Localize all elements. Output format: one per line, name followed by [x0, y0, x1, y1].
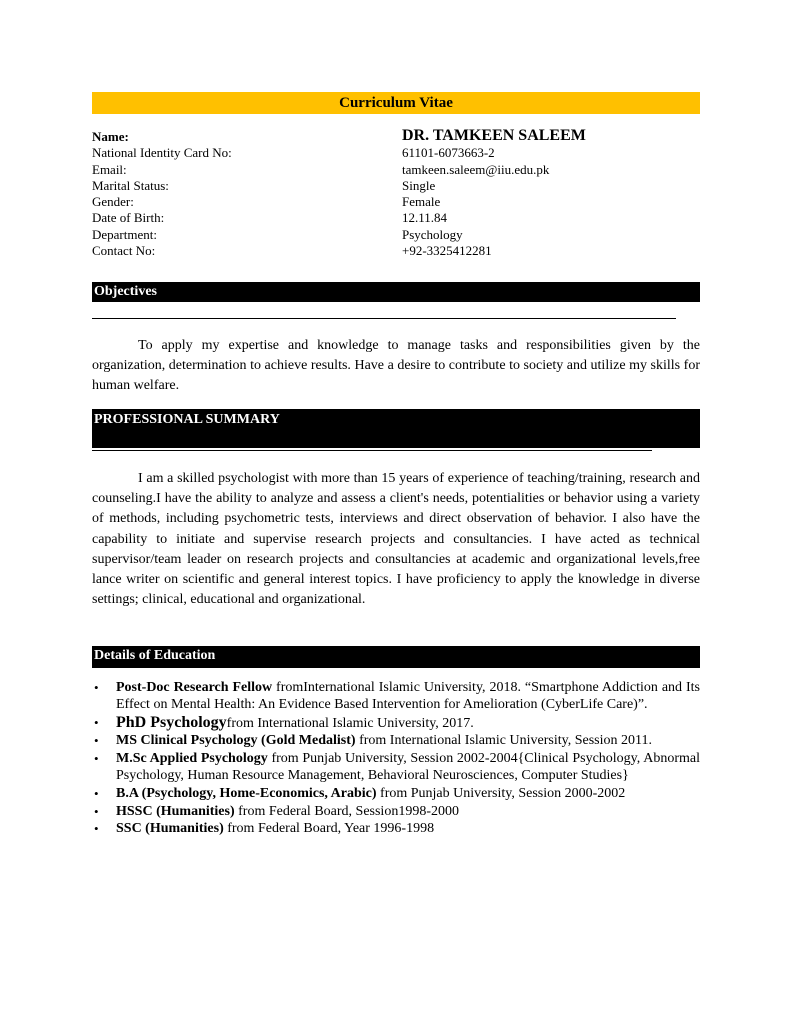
info-row-marital-status	[92, 178, 700, 194]
list-item	[92, 751, 700, 785]
list-item	[92, 715, 700, 733]
bullet-icon: •	[94, 803, 99, 819]
degree-details: fromInternational Islamic University, 2018. “Smartphone Addiction and Its Effect on Mental Health: An Evidence Based Intervention for Amelioration (CyberLife Care)”.	[116, 680, 700, 712]
info-value: DR. TAMKEEN SALEEM	[402, 127, 586, 144]
section-heading-education	[92, 646, 700, 668]
list-item	[92, 786, 700, 803]
degree-details: from Punjab University, Session 2002-2004{Clinical Psychology, Abnormal Psychology, Human Resource Management, Behavioral Neurosciences, Computer Studies}	[116, 751, 700, 783]
section-heading-text: Details of Education	[94, 648, 216, 663]
section-heading-objectives	[92, 282, 700, 302]
info-label: Name:	[92, 129, 129, 144]
info-label: Email:	[92, 161, 127, 177]
personal-info	[92, 129, 700, 259]
bullet-icon: •	[94, 751, 99, 767]
bullet-icon: •	[94, 785, 99, 801]
info-value: Female	[402, 194, 441, 210]
section-heading-text: Objectives	[94, 284, 157, 299]
info-row-name	[92, 129, 700, 145]
info-value: Psychology	[402, 226, 463, 242]
bullet-icon: •	[94, 714, 99, 730]
section-heading-summary	[92, 409, 700, 448]
degree-title: Post-Doc Research Fellow	[116, 680, 273, 695]
objectives-paragraph: To apply my expertise and knowledge to manage tasks and responsibilities given by the organization, determination to achieve results. Have a desire to contribute to society and utilize my skills for human welfare.	[92, 338, 700, 394]
summary-paragraph: I am a skilled psychologist with more than 15 years of experience of teaching/training, research and counseling.I have the ability to analyze and assess a client's needs, potentialities or behavior using a variety of methods, including psychometric tests, interviews and direct observation of behavior. I also have the capability to initiate and supervise research projects and consultancies. I have acted as technical supervisor/team leader on research projects and consultancies at academic and organizational levels,free lance writer on scientific and general interest topics. I have proficiency to apply the knowledge in diverse settings; clinical, educational and organizational.	[92, 471, 700, 608]
info-value: +92-3325412281	[402, 243, 492, 259]
section-heading-text: PROFESSIONAL SUMMARY	[94, 412, 280, 427]
degree-title: B.A (Psychology, Home-Economics, Arabic)	[116, 785, 377, 801]
info-value: 61101-6073663-2	[402, 145, 495, 161]
list-item	[92, 804, 700, 821]
bullet-icon: •	[94, 821, 99, 837]
info-label: Department:	[92, 226, 157, 242]
list-item	[92, 680, 700, 714]
list-item	[92, 821, 700, 838]
info-value: 12.11.84	[402, 210, 448, 226]
degree-title: MS Clinical Psychology (Gold Medalist)	[116, 733, 356, 749]
degree-details: from Federal Board, Session1998-2000	[234, 803, 459, 819]
education-list	[92, 680, 700, 839]
degree-title: HSSC (Humanities)	[116, 803, 235, 819]
divider	[92, 318, 676, 319]
divider	[92, 450, 652, 451]
info-row-department	[92, 227, 700, 243]
info-row-email	[92, 162, 700, 178]
info-label: Gender:	[92, 194, 134, 210]
degree-details: from Punjab University, Session 2000-2002	[376, 785, 626, 801]
degree-details: from International Islamic University, 2017.	[226, 715, 474, 731]
bullet-icon: •	[94, 680, 99, 695]
info-row-gender	[92, 194, 700, 210]
degree-title: SSC (Humanities)	[116, 821, 224, 837]
degree-title: PhD Psychology	[116, 713, 227, 731]
info-label: National Identity Card No:	[92, 145, 232, 161]
degree-details: from Federal Board, Year 1996-1998	[223, 821, 435, 837]
info-row-contact	[92, 243, 700, 259]
bullet-icon: •	[94, 733, 99, 749]
info-row-dob	[92, 210, 700, 226]
list-item	[92, 733, 700, 750]
info-value: Single	[402, 177, 436, 193]
info-value: tamkeen.saleem@iiu.edu.pk	[402, 161, 550, 177]
info-row-cnic	[92, 145, 700, 161]
degree-title: M.Sc Applied Psychology	[116, 751, 268, 767]
info-label: Contact No:	[92, 243, 156, 259]
info-label: Marital Status:	[92, 177, 169, 193]
degree-details: from International Islamic University, Session 2011.	[355, 733, 652, 749]
document-title: Curriculum Vitae	[92, 92, 700, 114]
info-label: Date of Birth:	[92, 210, 165, 226]
